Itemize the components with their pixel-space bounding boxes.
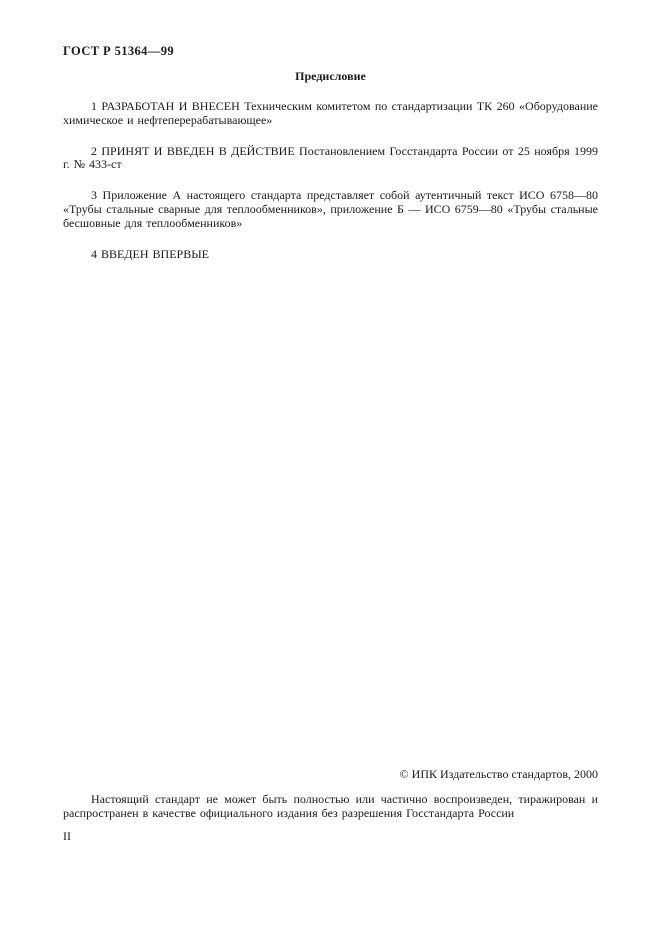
preface-paragraph-2: 2 ПРИНЯТ И ВВЕДЕН В ДЕЙСТВИЕ Постановлением Госстандарта России от 25 ноября 1999 г. № 433-ст xyxy=(63,143,598,172)
preface-section xyxy=(63,70,598,261)
preface-title: Предисловие xyxy=(295,69,366,83)
copyright-line: © ИПК Издательство стандартов, 2000 xyxy=(399,767,598,781)
preface-paragraph-3: 3 Приложение А настоящего стандарта представляет собой аутентичный текст ИСО 6758—80 «Трубы стальные сварные для теплообменников», приложение Б — ИСО 6759—80 «Трубы стальные бесшовные для теплообменников» xyxy=(63,188,598,230)
copyright-notice: Настоящий стандарт не может быть полностью или частично воспроизведен, тиражирован и распространен в качестве официального издания без разрешения Госстандарта России xyxy=(63,792,598,820)
preface-paragraph-1: 1 РАЗРАБОТАН И ВНЕСЕН Техническим комитетом по стандартизации ТК 260 «Оборудование химическое и нефтеперерабатывающее» xyxy=(63,99,598,127)
doc-number: ГОСТ Р 51364—99 xyxy=(63,44,175,58)
preface-paragraph-4: 4 ВВЕДЕН ВПЕРВЫЕ xyxy=(91,246,209,261)
page-number: II xyxy=(63,829,71,843)
